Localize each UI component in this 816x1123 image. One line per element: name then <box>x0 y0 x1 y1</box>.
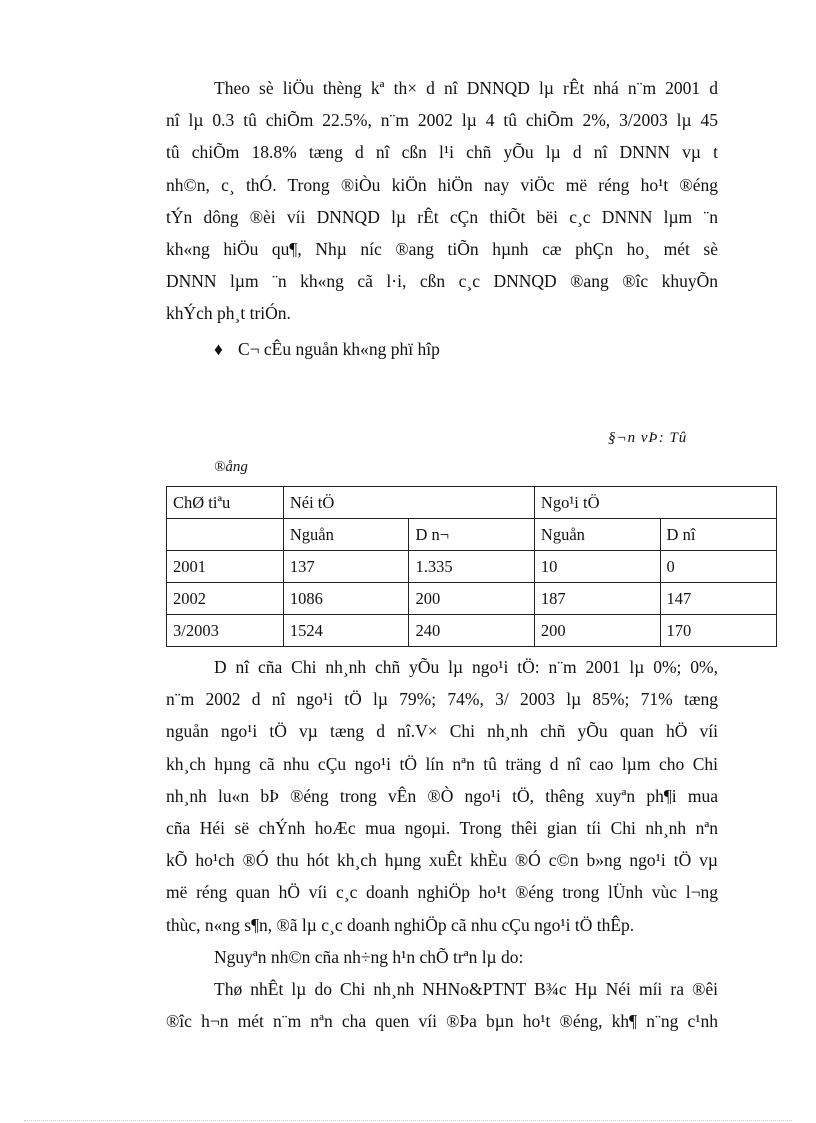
text-line: nh©n, c¸ thÓ. Trong ®iÒu kiÖn hiÖn nay viÖc më réng ho¹t ®éng <box>166 174 718 195</box>
table-cell: 200 <box>534 615 660 647</box>
table-cell: 240 <box>409 615 534 647</box>
text-line: ®îc h¬n mét n¨m nªn cha quen víi ®Þa bµn ho¹t ®éng, kh¶ n¨ng c¹nh <box>166 1011 718 1032</box>
text-line: nguån ngo¹i tÖ vµ tæng d nî.V× Chi nh¸nh chñ yÕu quan hÖ víi <box>166 721 718 742</box>
table-cell: 170 <box>660 615 776 647</box>
text-line: cña Héi së chÝnh hoÆc mua ngoµi. Trong thêi gian tíi Chi nh¸nh nªn <box>166 818 718 839</box>
diamond-bullet-icon: ♦ <box>214 339 223 359</box>
table-row <box>167 551 777 583</box>
paragraph-top <box>166 72 718 330</box>
table-header-row <box>167 487 777 519</box>
text-line: Nguyªn nh©n cña nh÷ng h¹n chÕ trªn lµ do: <box>214 946 524 967</box>
paragraph-bottom <box>166 651 718 1037</box>
header-cell-noi-te: Néi tÖ <box>283 487 534 519</box>
table-subheader-row <box>167 519 777 551</box>
subheader-cell: Nguån <box>283 519 409 551</box>
text-line: tû chiÕm 18.8% tæng d nî cßn l¹i chñ yÕu lµ d nî DNNN vµ t <box>166 142 718 163</box>
table-cell: 1524 <box>283 615 409 647</box>
table-cell: 137 <box>283 551 409 583</box>
table-cell: 1086 <box>283 583 409 615</box>
header-cell-ngoai-te: Ngo¹i tÖ <box>534 487 776 519</box>
table-row <box>167 583 777 615</box>
table-cell: 10 <box>534 551 660 583</box>
text-line: nî lµ 0.3 tû chiÕm 22.5%, n¨m 2002 lµ 4 tû chiÕm 2%, 3/2003 lµ 45 <box>166 110 718 131</box>
text-line: kh¸ch hµng cã nhu cÇu ngo¹i tÖ lín nªn tû träng d nî cao lµm cho Chi <box>166 753 718 774</box>
table-cell: 147 <box>660 583 776 615</box>
text-line: nh¸nh lu«n bÞ ®éng trong vÊn ®Ò ngo¹i tÖ, thêng xuyªn ph¶i mua <box>166 785 718 806</box>
text-line: më réng quan hÖ víi c¸c doanh nghiÖp ho¹t ®éng trong lÜnh vùc l¬ng <box>166 882 718 903</box>
unit-note-continued: ®ång <box>214 459 248 475</box>
table-cell-year: 2001 <box>167 551 284 583</box>
text-line: n¨m 2002 d nî ngo¹i tÖ lµ 79%; 74%, 3/ 2003 lµ 85%; 71% tæng <box>166 689 718 710</box>
table-row <box>167 615 777 647</box>
text-line: DNNN lµm ¨n kh«ng cã l·i, cßn c¸c DNNQD ®ang ®îc khuyÕn <box>166 271 718 292</box>
subheader-cell: Nguån <box>534 519 660 551</box>
header-cell-chi-tieu: ChØ tiªu <box>167 487 284 519</box>
unit-note: §¬n vÞ: Tû <box>608 430 688 446</box>
table-cell: 200 <box>409 583 534 615</box>
subheader-cell: D nî <box>660 519 776 551</box>
bullet-heading-text: C¬ cÊu nguån kh«ng phï hîp <box>238 339 440 359</box>
text-line: kÕ ho¹ch ®Ó thu hót kh¸ch hµng xuÊt khÈu ®Ó c©n b»ng ngo¹i tÖ vµ <box>166 850 718 871</box>
table-cell: 1.335 <box>409 551 534 583</box>
table-cell-year: 3/2003 <box>167 615 284 647</box>
data-table <box>166 486 777 647</box>
header-cell-empty <box>167 519 284 551</box>
text-line: Thø nhÊt lµ do Chi nh¸nh NHNo&PTNT B¾c Hµ Néi míi ra ®êi <box>214 979 718 1000</box>
text-line: D nî cña Chi nh¸nh chñ yÕu lµ ngo¹i tÖ: n¨m 2001 lµ 0%; 0%, <box>214 657 718 677</box>
table-cell-year: 2002 <box>167 583 284 615</box>
page-bottom-divider <box>24 1120 792 1121</box>
bullet-heading <box>214 333 440 365</box>
text-line: tÝn dông ®èi víi DNNQD lµ rÊt cÇn thiÕt bëi c¸c DNNN lµm ¨n <box>166 206 718 227</box>
table-cell: 0 <box>660 551 776 583</box>
table-cell: 187 <box>534 583 660 615</box>
text-line: thùc, n«ng s¶n, ®ã lµ c¸c doanh nghiÖp cã nhu cÇu ngo¹i tÖ thÊp. <box>166 914 635 935</box>
text-line: kh«ng hiÖu qu¶, Nhµ níc ®ang tiÕn hµnh cæ phÇn ho¸ mét sè <box>166 239 718 260</box>
subheader-cell: D n¬ <box>409 519 534 551</box>
text-line: khÝch ph¸t triÓn. <box>166 303 291 324</box>
text-line: Theo sè liÖu thèng kª th× d nî DNNQD lµ rÊt nhá n¨m 2001 d <box>214 78 718 98</box>
